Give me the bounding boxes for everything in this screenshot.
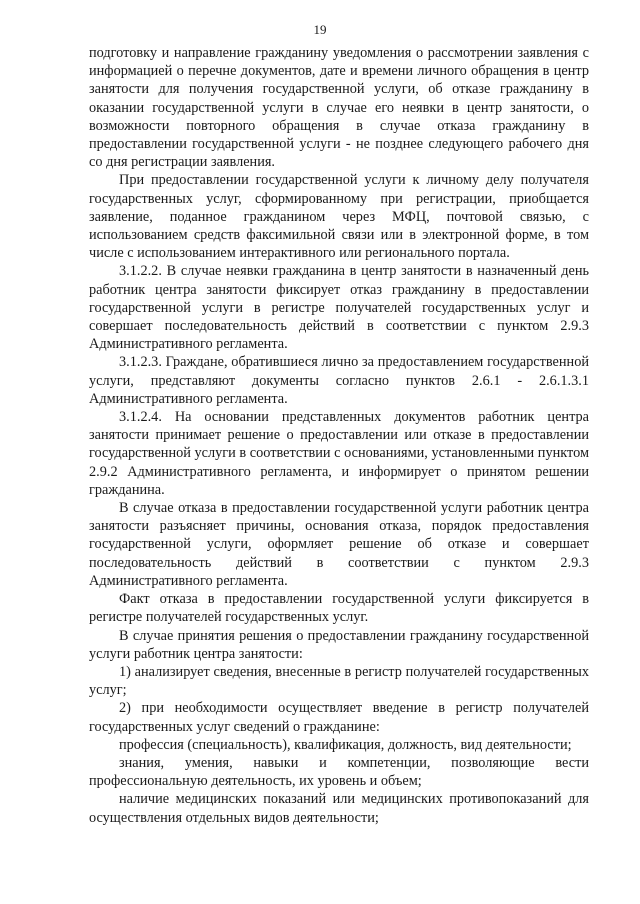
- paragraph: В случае отказа в предоставлении государственной услуги работник центра занятости разъясняет причины, основания отказа, порядок предоставления государственной услуги, оформляет решение об отказе и совершает последовательность действий в соответствии с пунктом 2.9.3 Административного регламента.: [89, 500, 589, 589]
- paragraph: 3.1.2.4. На основании представленных документов работник центра занятости принимает решение о предоставлении или отказе в предоставлении государственной услуги в соответствии с основаниями, установленными пунктом 2.9.2 Административного регламента, и информирует о принятом решении гражданина.: [89, 409, 589, 498]
- paragraph: Факт отказа в предоставлении государственной услуги фиксируется в регистре получателей государственных услуг.: [89, 591, 589, 626]
- list-item: знания, умения, навыки и компетенции, позволяющие вести профессиональную деятельность, их уровень и объем;: [89, 754, 589, 790]
- page-number: 19: [313, 22, 327, 37]
- list-item: профессия (специальность), квалификация, должность, вид деятельности;: [119, 736, 572, 753]
- paragraph: При предоставлении государственной услуги к личному делу получателя государственных услуг, сформированному при регистрации, приобщается заявление, поданное гражданином через МФЦ, почтовой связью, с использованием средств факсимильной связи или в электронной форме, в том числе с использованием интерактивного или регионального портала.: [89, 172, 589, 262]
- paragraph: 3.1.2.3. Граждане, обратившиеся лично за предоставлением государственной услуги, представляют документы согласно пунктов 2.6.1 - 2.6.1.3.1 Административного регламента.: [89, 354, 589, 407]
- paragraph: В случае принятия решения о предоставлении гражданину государственной услуги работник центра занятости:: [89, 627, 589, 662]
- paragraph: подготовку и направление гражданину уведомления о рассмотрении заявления с информацией о перечне документов, дате и времени личного обращения в центр занятости для получения государственной услуги, об отказе гражданину в оказании государственной услуги в случае его неявки в центр занятости, о возможности повторного обращения в случае отказа гражданину в предоставлении государственной услуги - не позднее следующего рабочего дня со дня регистрации заявления.: [89, 45, 589, 171]
- document-body: [89, 44, 589, 827]
- list-item: 2) при необходимости осуществляет введение в регистр получателей государственных услуг сведений о гражданине:: [89, 700, 589, 735]
- list-item: 1) анализирует сведения, внесенные в регистр получателей государственных услуг;: [89, 663, 589, 699]
- list-item: наличие медицинских показаний или медицинских противопоказаний для осуществления отдельных видов деятельности;: [89, 791, 589, 826]
- paragraph: 3.1.2.2. В случае неявки гражданина в центр занятости в назначенный день работник центра занятости фиксирует отказ гражданину в предоставлении государственной услуги в регистре получателей государственных услуг и совершает последовательность действий в соответствии с пунктом 2.9.3 Административного регламента.: [89, 263, 589, 353]
